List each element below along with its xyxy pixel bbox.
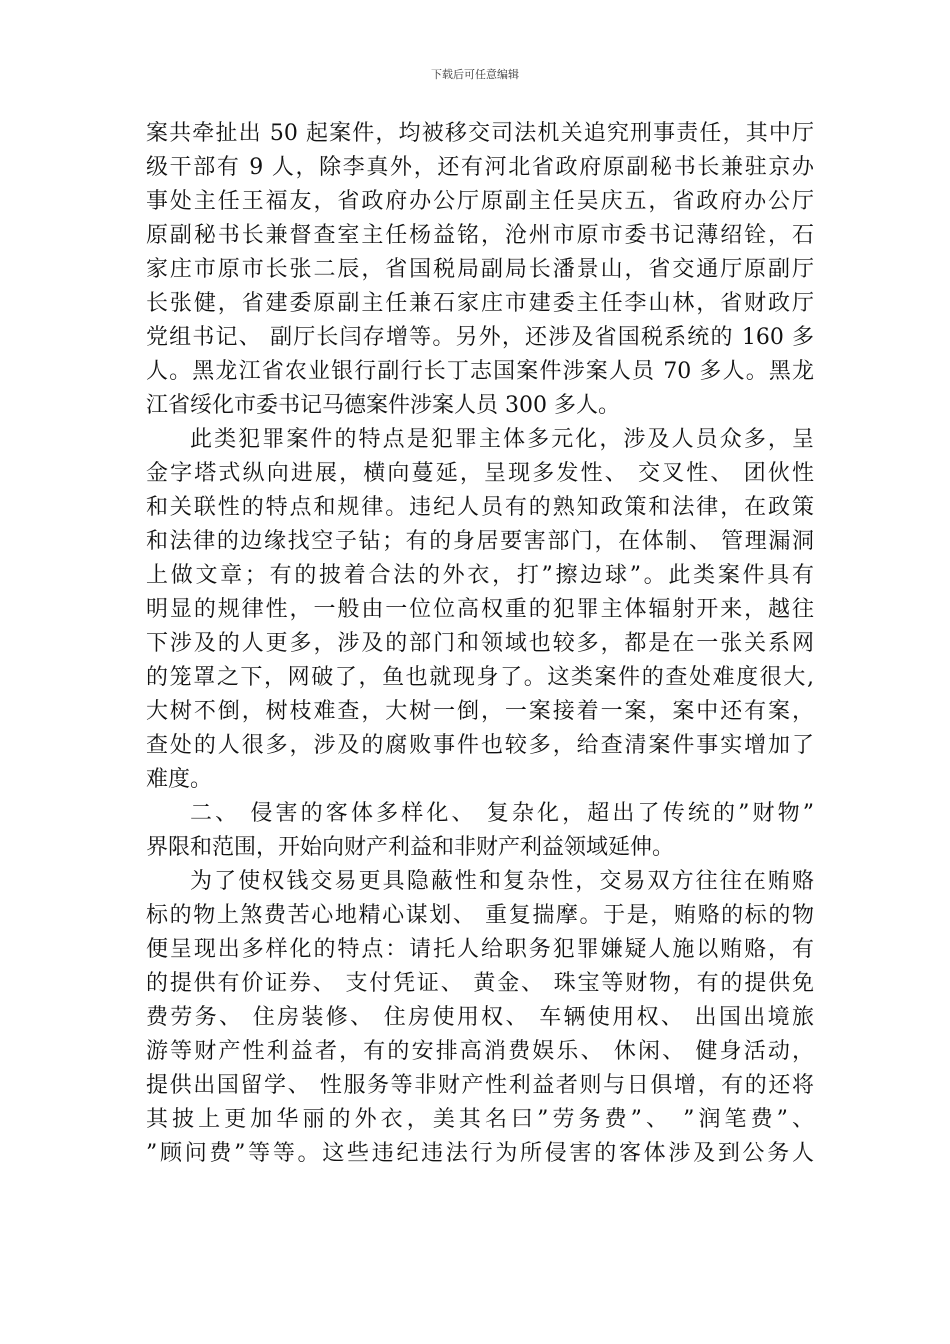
section-heading-line: 二、 侵害的客体多样化、 复杂化，超出了传统的”财物” [190, 801, 814, 826]
text-line: 上做文章；有的披着合法的外衣，打”擦边球”。此类案件具有 [146, 563, 814, 588]
text-line: 为了使权钱交易更具隐蔽性和复杂性，交易双方往往在贿赂 [190, 869, 814, 894]
text-line: 提供出国留学、 性服务等非财产性利益者则与日俱增，有的还将 [146, 1073, 814, 1098]
text-line: 人。黑龙江省农业银行副行长丁志国案件涉案人员 70 多人。黑龙 [146, 359, 814, 384]
text-line: 和关联性的特点和规律。违纪人员有的熟知政策和法律，在政策 [146, 495, 814, 520]
text-line: 其披上更加华丽的外衣，美其名曰”劳务费”、 ”润笔费”、 [146, 1107, 814, 1132]
text-line: 江省绥化市委书记马德案件涉案人员 300 多人。 [146, 393, 620, 418]
text-line: 案共牵扯出 50 起案件，均被移交司法机关追究刑事责任，其中厅 [146, 121, 814, 146]
text-line: 的提供有价证券、 支付凭证、 黄金、 珠宝等财物，有的提供免 [146, 971, 814, 996]
page-header: 下载后可任意编辑 [431, 68, 519, 81]
text-line: 大树不倒，树枝难查，大树一倒，一案接着一案，案中还有案， [146, 699, 814, 724]
text-line: 的笼罩之下，网破了，鱼也就现身了。这类案件的查处难度很大, [146, 665, 814, 690]
text-line: 明显的规律性，一般由一位位高权重的犯罪主体辐射开来，越往 [146, 597, 814, 622]
text-line: 级干部有 9 人，除李真外，还有河北省政府原副秘书长兼驻京办 [146, 155, 814, 180]
text-line: 费劳务、 住房装修、 住房使用权、 车辆使用权、 出国出境旅 [146, 1005, 814, 1030]
text-line: 金字塔式纵向进展，横向蔓延，呈现多发性、 交叉性、 团伙性 [146, 461, 814, 486]
text-line: 家庄市原市长张二辰，省国税局副局长潘景山，省交通厅原副厅 [146, 257, 814, 282]
text-line: 长张健，省建委原副主任兼石家庄市建委主任李山林，省财政厅 [146, 291, 814, 316]
text-line: 游等财产性利益者，有的安排高消费娱乐、 休闲、 健身活动， [146, 1039, 814, 1064]
section-heading-line: 界限和范围，开始向财产利益和非财产利益领域延伸。 [146, 835, 675, 860]
text-line: 标的物上煞费苦心地精心谋划、 重复揣摩。于是，贿赂的标的物 [146, 903, 814, 928]
text-line: ”顾问费”等等。这些违纪违法行为所侵害的客体涉及到公务人 [146, 1141, 814, 1166]
text-line: 便呈现出多样化的特点：请托人给职务犯罪嫌疑人施以贿赂，有 [146, 937, 814, 962]
text-line: 下涉及的人更多，涉及的部门和领域也较多，都是在一张关系网 [146, 631, 814, 656]
text-line: 难度。 [146, 767, 213, 792]
text-line: 党组书记、 副厅长闫存增等。另外，还涉及省国税系统的 160 多 [146, 325, 814, 350]
text-line: 原副秘书长兼督查室主任杨益铭，沧州市原市委书记薄绍铨，石 [146, 223, 814, 248]
text-line: 事处主任王福友，省政府办公厅原副主任吴庆五，省政府办公厅 [146, 189, 814, 214]
text-line: 查处的人很多，涉及的腐败事件也较多，给查清案件事实增加了 [146, 733, 814, 758]
text-line: 此类犯罪案件的特点是犯罪主体多元化，涉及人员众多，呈 [190, 427, 814, 452]
text-line: 和法律的边缘找空子钻；有的身居要害部门，在体制、 管理漏洞 [146, 529, 814, 554]
document-body [146, 117, 814, 1171]
